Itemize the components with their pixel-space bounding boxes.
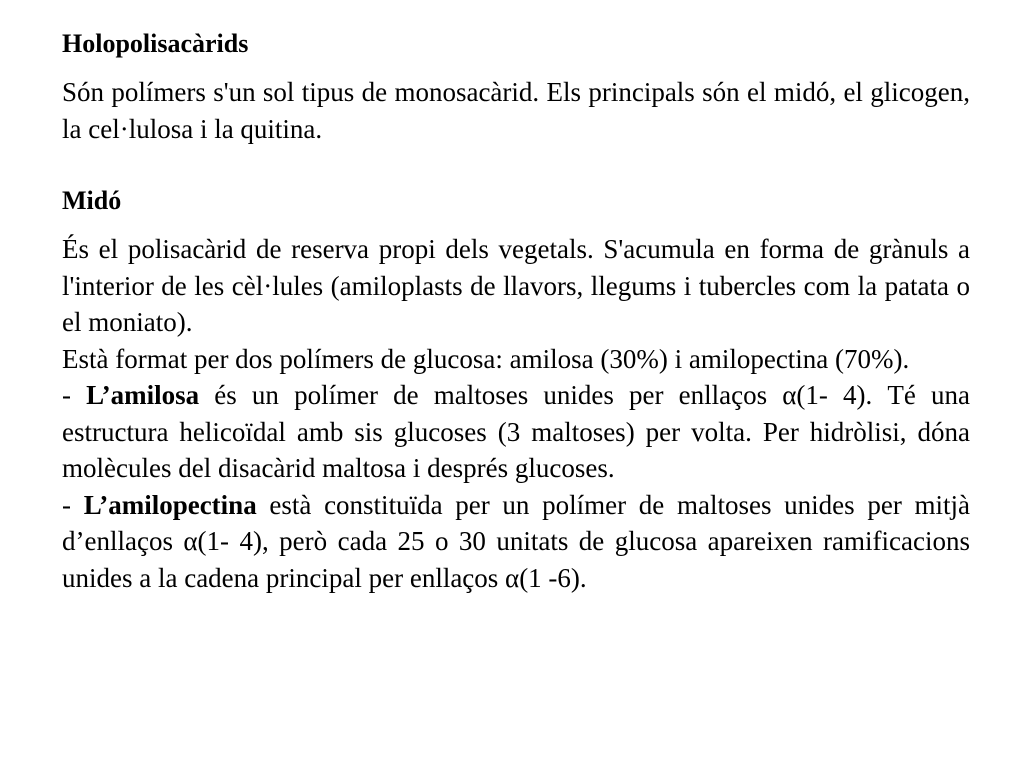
amilosa-bullet: -: [62, 380, 87, 410]
section-heading-mido: Midó: [62, 186, 122, 215]
mido-intro: És el polisacàrid de reserva propi dels vegetals. S'acumula en forma de grànuls a l'interior de les cèl·lules (amiloplasts de llavors, llegums i tubercles com la patata o el moniato).: [62, 234, 970, 337]
section-heading-holopolisacarids: Holopolisacàrids: [62, 29, 249, 58]
slide-content: [62, 26, 970, 596]
holopolisacarids-description: Són polímers s'un sol tipus de monosacàrid. Els principals són el midó, el glicogen, la cel·lulosa i la quitina.: [62, 77, 970, 144]
amilopectina-term: L’amilopectina: [83, 489, 257, 520]
amilosa-paragraph: [62, 377, 970, 487]
amilopectina-paragraph: [62, 487, 970, 597]
amilosa-text: és un polímer de maltoses unides per enllaços α(1- 4). Té una estructura helicoïdal amb sis glucoses (3 maltoses) per volta. Per hidròlisi, dóna molècules del disacàrid maltosa i després glucoses.: [62, 380, 971, 483]
amilopectina-text: està constituïda per un polímer de maltoses unides per mitjà d’enllaços α(1- 4), però cada 25 o 30 unitats de glucosa apareixen ramificacions unides a la cadena principal per enllaços α(1 -6).: [62, 489, 970, 593]
mido-composition: Està format per dos polímers de glucosa: amilosa (30%) i amilopectina (70%).: [62, 343, 910, 374]
amilosa-term: L’amilosa: [86, 380, 200, 410]
amilopectina-bullet: -: [62, 489, 84, 520]
